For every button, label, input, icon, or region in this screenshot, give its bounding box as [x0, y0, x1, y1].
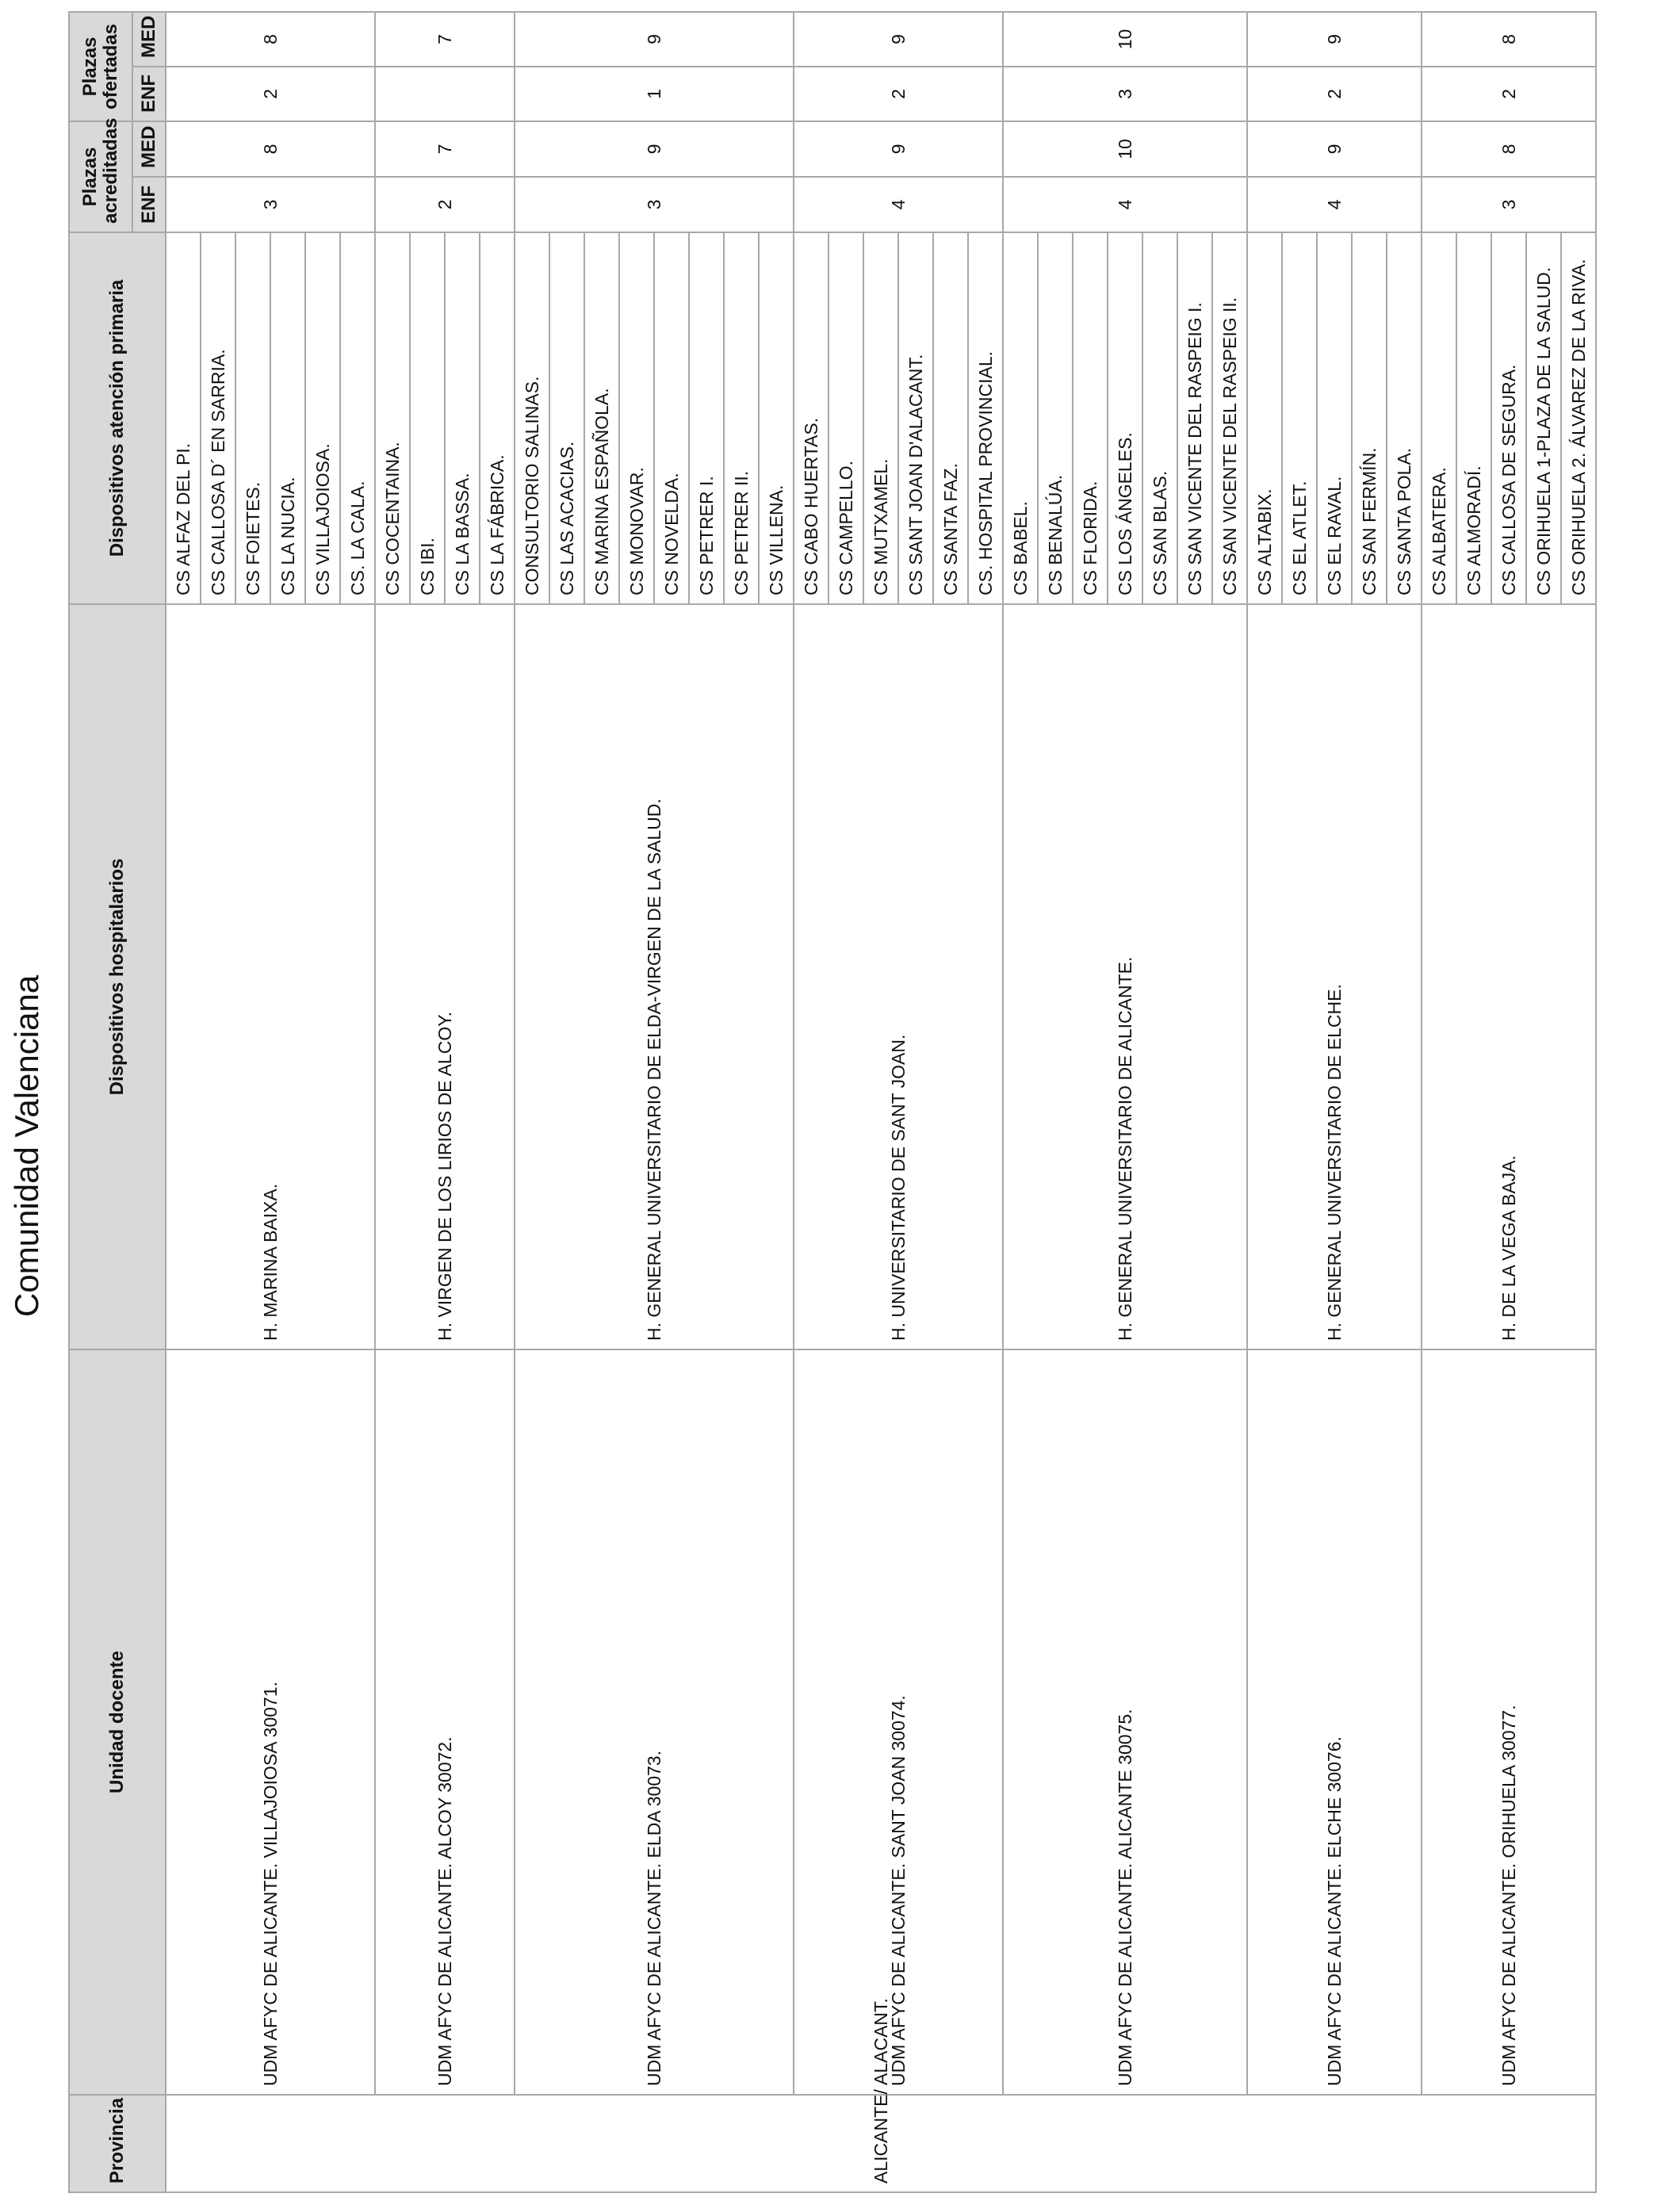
centro-salud-cell: CS FOIETES.: [235, 232, 270, 604]
centro-salud-cell: CS EL ATLET.: [1282, 232, 1317, 604]
unidad-docente-cell: UDM AFYC DE ALICANTE. ELDA 30073.: [515, 1349, 794, 2095]
centro-salud-cell: CS MUTXAMEL.: [863, 232, 898, 604]
centro-salud-cell: CS. HOSPITAL PROVINCIAL.: [968, 232, 1003, 604]
dispositivo-hospitalario-cell: H. UNIVERSITARIO DE SANT JOAN.: [794, 604, 1003, 1349]
centro-salud-cell: CS SANTA FAZ.: [933, 232, 968, 604]
centro-salud-cell: CS CALLOSA DE SEGURA.: [1491, 232, 1526, 604]
acreditadas-med-cell: 9: [794, 121, 1003, 177]
acreditadas-med-cell: 9: [1247, 121, 1422, 177]
centro-salud-cell: CS LAS ACACIAS.: [549, 232, 584, 604]
centro-salud-cell: CS VILLENA.: [759, 232, 794, 604]
ofertadas-enf-cell: 3: [1003, 67, 1247, 121]
header-provincia: Provincia: [69, 2095, 166, 2192]
centro-salud-cell: CS CAMPELLO.: [829, 232, 863, 604]
acreditadas-enf-cell: 4: [1003, 177, 1247, 232]
unidad-docente-cell: UDM AFYC DE ALICANTE. ORIHUELA 30077.: [1422, 1349, 1596, 2095]
centro-salud-cell: CS NOVELDA.: [654, 232, 689, 604]
header-ofertadas-enf: ENF: [132, 67, 166, 121]
centro-salud-cell: CS MARINA ESPAÑOLA.: [584, 232, 619, 604]
centro-salud-cell: CS SANT JOAN D'ALACANT.: [898, 232, 933, 604]
table-row: [1247, 12, 1282, 2192]
header-ofertadas-med: MED: [132, 12, 166, 67]
centro-salud-cell: CS. LA CALA.: [340, 232, 375, 604]
acreditadas-enf-cell: 4: [794, 177, 1003, 232]
centro-salud-cell: CS PETRER II.: [724, 232, 759, 604]
ofertadas-med-cell: 8: [166, 12, 375, 67]
acreditadas-enf-cell: 3: [1422, 177, 1596, 232]
header-dispositivos-atencion-primaria: Dispositivos atención primaria: [69, 232, 166, 604]
dispositivo-hospitalario-cell: H. GENERAL UNIVERSITARIO DE ALICANTE.: [1003, 604, 1247, 1349]
header-acreditadas-enf: ENF: [132, 177, 166, 232]
centro-salud-cell: CS ALMORADÍ.: [1456, 232, 1491, 604]
header-dispositivos-hospitalarios: Dispositivos hospitalarios: [69, 604, 166, 1349]
ofertadas-enf-cell: 2: [166, 67, 375, 121]
table-header: [69, 12, 166, 2192]
table-row: [794, 12, 829, 2192]
unidad-docente-cell: UDM AFYC DE ALICANTE. ELCHE 30076.: [1247, 1349, 1422, 2095]
page-title: Comunidad Valenciana: [8, 974, 45, 1317]
centro-salud-cell: CS SAN FERMÍN.: [1352, 232, 1387, 604]
header-plazas-ofertadas: Plazas ofertadas: [69, 12, 132, 121]
ofertadas-enf-cell: 1: [515, 67, 794, 121]
centro-salud-cell: CS LA BASSA.: [445, 232, 480, 604]
centro-salud-cell: CS ALFAZ DEL PI.: [166, 232, 201, 604]
centro-salud-cell: CS BENALÚA.: [1038, 232, 1073, 604]
table-row: [1422, 12, 1456, 2192]
centro-salud-cell: CS SAN BLAS.: [1142, 232, 1177, 604]
acreditadas-med-cell: 10: [1003, 121, 1247, 177]
table-row: [1003, 12, 1038, 2192]
table-body: [166, 12, 1596, 2192]
unidad-docente-cell: UDM AFYC DE ALICANTE. SANT JOAN 30074.: [794, 1349, 1003, 2095]
centro-salud-cell: CS VILLAJOIOSA.: [305, 232, 340, 604]
centro-salud-cell: CS LA NUCIA.: [270, 232, 305, 604]
unidad-docente-cell: UDM AFYC DE ALICANTE. ALCOY 30072.: [375, 1349, 515, 2095]
centro-salud-cell: CS CABO HUERTAS.: [794, 232, 829, 604]
dispositivo-hospitalario-cell: H. VIRGEN DE LOS LIRIOS DE ALCOY.: [375, 604, 515, 1349]
centro-salud-cell: CS CALLOSA D´ EN SARRIA.: [201, 232, 235, 604]
header-plazas-acreditadas: Plazas acreditadas: [69, 121, 132, 232]
table-row: [166, 12, 201, 2192]
dispositivo-hospitalario-cell: H. DE LA VEGA BAJA.: [1422, 604, 1596, 1349]
centro-salud-cell: CS EL RAVAL.: [1317, 232, 1352, 604]
acreditadas-med-cell: 9: [515, 121, 794, 177]
centro-salud-cell: CS SAN VICENTE DEL RASPEIG I.: [1177, 232, 1212, 604]
acreditadas-enf-cell: 4: [1247, 177, 1422, 232]
acreditadas-med-cell: 7: [375, 121, 515, 177]
header-acreditadas-med: MED: [132, 121, 166, 177]
centro-salud-cell: CS COCENTAINA.: [375, 232, 410, 604]
provincia-cell: ALICANTE/ ALACANT.: [166, 2095, 1596, 2192]
centro-salud-cell: CS ORIHUELA 2. ÁLVAREZ DE LA RIVA.: [1561, 232, 1596, 604]
ofertadas-med-cell: 9: [515, 12, 794, 67]
header-unidad-docente: Unidad docente: [69, 1349, 166, 2095]
acreditadas-enf-cell: 2: [375, 177, 515, 232]
centro-salud-cell: CS PETRER I.: [689, 232, 724, 604]
acreditadas-med-cell: 8: [1422, 121, 1596, 177]
unidad-docente-cell: UDM AFYC DE ALICANTE. ALICANTE 30075.: [1003, 1349, 1247, 2095]
centro-salud-cell: CS ORIHUELA 1-PLAZA DE LA SALUD.: [1526, 232, 1561, 604]
centro-salud-cell: CS IBI.: [410, 232, 445, 604]
centro-salud-cell: CS ALTABIX.: [1247, 232, 1282, 604]
centro-salud-cell: CS SAN VICENTE DEL RASPEIG II.: [1212, 232, 1247, 604]
ofertadas-enf-cell: 2: [1247, 67, 1422, 121]
centro-salud-cell: CS MONOVAR.: [619, 232, 654, 604]
acreditadas-enf-cell: 3: [515, 177, 794, 232]
centro-salud-cell: CS FLORIDA.: [1073, 232, 1108, 604]
centro-salud-cell: CS LA FÁBRICA.: [480, 232, 515, 604]
ofertadas-med-cell: 9: [794, 12, 1003, 67]
ofertadas-med-cell: 8: [1422, 12, 1596, 67]
centro-salud-cell: CS BABEL.: [1003, 232, 1038, 604]
ofertadas-med-cell: 9: [1247, 12, 1422, 67]
dispositivo-hospitalario-cell: H. MARINA BAIXA.: [166, 604, 375, 1349]
acreditadas-med-cell: 8: [166, 121, 375, 177]
centro-salud-cell: CS ALBATERA.: [1422, 232, 1456, 604]
ofertadas-med-cell: 7: [375, 12, 515, 67]
table-row: [375, 12, 410, 2192]
ofertadas-med-cell: 10: [1003, 12, 1247, 67]
ofertadas-enf-cell: 2: [1422, 67, 1596, 121]
ofertadas-enf-cell: [375, 67, 515, 121]
table-row: [515, 12, 549, 2192]
centro-salud-cell: CONSULTORIO SALINAS.: [515, 232, 549, 604]
ofertadas-enf-cell: 2: [794, 67, 1003, 121]
unidad-docente-cell: UDM AFYC DE ALICANTE. VILLAJOIOSA 30071.: [166, 1349, 375, 2095]
acreditadas-enf-cell: 3: [166, 177, 375, 232]
centro-salud-cell: CS SANTA POLA.: [1387, 232, 1422, 604]
plazas-table: [68, 11, 1597, 2193]
dispositivo-hospitalario-cell: H. GENERAL UNIVERSITARIO DE ELDA-VIRGEN DE LA SALUD.: [515, 604, 794, 1349]
dispositivo-hospitalario-cell: H. GENERAL UNIVERSITARIO DE ELCHE.: [1247, 604, 1422, 1349]
centro-salud-cell: CS LOS ÁNGELES.: [1108, 232, 1142, 604]
